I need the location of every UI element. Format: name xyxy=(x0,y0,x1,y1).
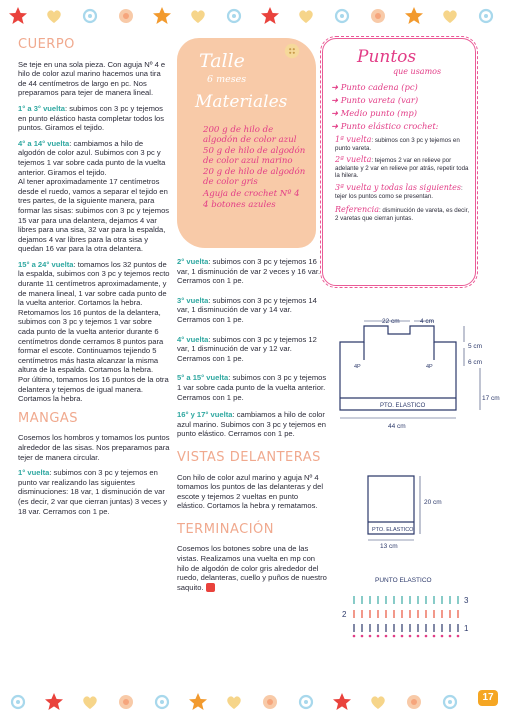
star-icon xyxy=(44,692,64,712)
material-item: 50 g de hilo de algodón de color azul marino xyxy=(203,146,306,166)
cuerpo-step-2 xyxy=(18,139,170,177)
step-label: 15° a 24° vuelta xyxy=(18,259,74,269)
material-item: 20 g de hilo de algodón de color gris xyxy=(203,167,306,187)
flower-icon xyxy=(116,6,136,26)
puntos-card xyxy=(322,38,476,286)
material-item: 4 botones azules xyxy=(203,200,276,211)
vuelta-text: : tejer los puntos como se presentan. xyxy=(335,184,463,200)
punto-item: ➜ Punto vareta (var) xyxy=(331,95,419,105)
material-item: 200 g de hilo de algodón de color azul xyxy=(203,125,297,145)
step-text: : subimos con 3 pc y tejemos en punto var realizando las siguientes disminuciones: 18 var, 1 disminución de var (es decir, 2 var que cierran juntas) 3 veces y 18 var. Cerramos con 1 pe. xyxy=(18,468,167,516)
step-text: : subimos con 3 pc y tejemos 16 var, 1 disminución de var 2 veces y 16 var. Cerramos con 1 pe. xyxy=(177,257,321,286)
step-label: 2° vuelta xyxy=(177,257,209,266)
vuelta-label: 2ª vuelta xyxy=(335,155,372,165)
mangas-title: MANGAS xyxy=(18,410,79,426)
terminacion-body: Cosemos los botones sobre una de las vistas. Realizamos una vuelta en mp con hilo de algodón de color gris alrededor del ruedo, delanteras, cuello y puños de nuestro saquito. xyxy=(177,544,327,592)
step-text: : tomamos los 32 puntos de la espalda, subimos con 3 pc y tejemos recto durante 11 centímetros aproximadamente, y de manera lineal, 1 var sobre cada punto de la vuelta anterior. Cortamos la hebra. xyxy=(18,259,170,308)
heart-icon xyxy=(296,6,316,26)
talle-card xyxy=(177,38,316,248)
puntos-title: Puntos xyxy=(357,47,417,67)
punto-item: ➜ Punto cadena (pc) xyxy=(331,82,418,92)
referencia-label: Referencia xyxy=(335,205,379,215)
punto-item: ➜ Medio punto (mp) xyxy=(331,108,418,118)
step-label: 3° vuelta xyxy=(177,295,209,305)
bottom-border xyxy=(0,690,510,716)
punto-item: ➜ Punto elástico crochet: xyxy=(331,121,439,131)
manga-step-2 xyxy=(177,257,327,286)
step-label: 4° a 14° vuelta xyxy=(18,138,70,148)
sleeve-pto-elastico: PTO. ELASTICO xyxy=(372,527,414,533)
measure-17cm: 17 cm xyxy=(482,395,500,402)
material-item: Aguja de crochet Nº 4 xyxy=(203,188,300,199)
middle-column xyxy=(177,257,327,598)
punto-item-label: Medio punto (mp) xyxy=(340,108,418,118)
pto-elastico-label: PTO. ELASTICO xyxy=(380,403,426,409)
star-face-icon xyxy=(404,6,424,26)
row-3-label: 3 xyxy=(464,596,469,605)
star-face-icon xyxy=(188,692,208,712)
heart-icon xyxy=(44,6,64,26)
manga-step-3 xyxy=(177,296,327,325)
terminacion-title: TERMINACIÓN xyxy=(177,521,274,537)
mangas-step-1 xyxy=(18,468,170,516)
sleeve-diagram xyxy=(360,470,460,550)
puntos-list xyxy=(331,81,471,222)
heart-icon xyxy=(368,692,388,712)
heart-icon xyxy=(440,6,460,26)
end-star-icon xyxy=(206,583,215,592)
cuerpo-delantera: Retomamos los 16 puntos de la delantera, subimos con 3 pc y tejemos 1 var sobre cada punto de la vuelta anterior durante 6 centímetros donde cerramos 8 puntos para formar el escote. Continuamos tejiendo 5 centímetros más hasta alcanzar la misma altura de la espalda. Cortamos la hebra. xyxy=(18,307,164,375)
vuelta-label: 1ª vuelta xyxy=(335,135,372,144)
materiales-list xyxy=(203,126,309,213)
manga-step-6 xyxy=(177,410,327,439)
flower-icon xyxy=(368,6,388,26)
step-text: : subimos con 3 pc y tejemos 12 var, 1 disminución de var y 12 var. Cerramos con 1 pe. xyxy=(177,334,317,363)
left-column xyxy=(18,37,170,522)
vuelta-3 xyxy=(331,184,471,200)
cuerpo-intro: Se teje en una sola pieza. Con aguja Nº 4 e hilo de color azul marino hacemos una tira de 44 centímetros de largo en pc. Nos preparamos para tejer de manera lineal. xyxy=(18,59,166,98)
pacifier-icon xyxy=(80,6,100,26)
step-text: : subimos con 3 pc y tejemos en punto elástico hasta completar todos los puntos. Giramos el tejido. xyxy=(18,103,165,133)
measure-44cm: 44 cm xyxy=(388,423,406,430)
manga-step-4 xyxy=(177,335,327,364)
terminacion-text xyxy=(177,544,327,592)
step-label: 1° a 3° vuelta xyxy=(18,103,66,113)
flower-icon xyxy=(404,692,424,712)
row-1-label: 1 xyxy=(464,624,469,633)
materiales-title: Materiales xyxy=(195,92,288,112)
star-icon xyxy=(332,692,352,712)
vistas-text: Con hilo de color azul marino y aguja Nº 4 tomamos los puntos de las delanteras y del escote y tejemos 2 vueltas en punto elástico. Cortamos la hebra y rematamos. xyxy=(177,472,324,511)
pacifier-icon xyxy=(224,6,244,26)
pacifier-icon xyxy=(152,692,172,712)
cuerpo-title: CUERPO xyxy=(18,37,75,52)
manga-step-5 xyxy=(177,373,327,402)
punto-item-label: Punto cadena (pc) xyxy=(340,82,418,92)
label-4p-right: 4P xyxy=(426,364,433,370)
heart-icon xyxy=(188,6,208,26)
punto-item-label: Punto elástico crochet: xyxy=(340,121,439,131)
star-icon xyxy=(260,6,280,26)
cuerpo-sisas: Al tener aproximadamente 17 centímetros desde el ruedo, vamos a separar el tejido en tres partes, de la siguiente manera, para formar las sisas: subimos con 3 pc y tejemos 15 var para una delantera, dejamos 4 var libres para una sisa, 32 var para la espalda, dejamos 4 var libres para la otra sisa y quedan 16 var para la otra delantera. xyxy=(18,177,170,254)
step-label: 5° a 15° vuelta xyxy=(177,373,229,383)
flower-icon xyxy=(116,692,136,712)
vistas-title: VISTAS DELANTERAS xyxy=(177,449,321,465)
punto-item-label: Punto vareta (var) xyxy=(340,95,419,105)
punto-elastico-chart xyxy=(340,586,480,642)
vuelta-label: 3ª vuelta y todas las siguientes xyxy=(335,182,461,192)
vuelta-1 xyxy=(331,136,471,152)
talle-value: 6 meses xyxy=(207,74,247,85)
pacifier-icon xyxy=(296,692,316,712)
body-diagram xyxy=(330,318,500,444)
measure-20cm: 20 cm xyxy=(424,499,442,506)
vuelta-text: : subimos con 3 pc y tejemos en punto vareta. xyxy=(335,137,460,152)
vuelta-text: : tejemos 2 var en relieve por adelante y 2 var en relieve por atrás, repetir toda la hilera. xyxy=(335,157,469,180)
pacifier-icon xyxy=(332,6,352,26)
button-icon xyxy=(283,42,301,60)
referencia xyxy=(331,206,471,222)
measure-6cm: 6 cm xyxy=(468,359,483,366)
cuerpo-otra-delantera: Por último, tomamos los 16 puntos de la otra delantera y tejemos de igual manera. Cortamos la hebra. xyxy=(18,375,169,404)
pacifier-icon xyxy=(440,692,460,712)
measure-5cm: 5 cm xyxy=(468,343,483,350)
top-border xyxy=(0,4,510,30)
row-2-label: 2 xyxy=(342,610,347,619)
punto-elastico-title: PUNTO ELASTICO xyxy=(375,577,432,584)
cuerpo-step-1 xyxy=(18,104,170,133)
label-4p-left: 4P xyxy=(354,364,361,370)
measure-13cm: 13 cm xyxy=(380,543,398,550)
heart-icon xyxy=(224,692,244,712)
page-number: 17 xyxy=(478,690,498,706)
pacifier-icon xyxy=(476,6,496,26)
step-text: : cambiamos a hilo de algodón de color azul. Subimos con 3 pc y tejemos 1 var sobre cada punto de la vuelta anterior. Giramos el tejido. xyxy=(18,138,166,177)
star-icon xyxy=(8,6,28,26)
flower-icon xyxy=(260,692,280,712)
step-label: 16° y 17° vuelta xyxy=(177,410,233,420)
vuelta-2 xyxy=(331,156,471,180)
talle-title: Talle xyxy=(199,50,245,72)
step-text: : cambiamos a hilo de color azul marino. Subimos con 3 pc y tejemos en punto elástico. Cerramos con 1 pe. xyxy=(177,410,326,439)
referencia-text: : disminución de vareta, es decir, 2 varetas que cierran juntas. xyxy=(335,207,470,222)
star-face-icon xyxy=(152,6,172,26)
cuerpo-step-3 xyxy=(18,260,170,308)
measure-4cm: 4 cm xyxy=(420,318,435,325)
puntos-subtitle: que usamos xyxy=(393,67,442,76)
mangas-intro: Cosemos los hombros y tomamos los puntos alrededor de las sisas. Nos preparamos para tejer de manera circular. xyxy=(18,433,170,462)
heart-icon xyxy=(80,692,100,712)
step-label: 4° vuelta xyxy=(177,334,209,344)
measure-22cm: 22 cm xyxy=(382,318,400,325)
pacifier-icon xyxy=(8,692,28,712)
step-text: : subimos con 3 pc y tejemos 1 var sobre cada punto de la vuelta anterior. Cerramos con 1 pe. xyxy=(177,373,327,402)
step-text: : subimos con 3 pc y tejemos 14 var, 1 disminución de var y 14 var. Cerramos con 1 pe. xyxy=(177,295,317,324)
step-label: 1° vuelta xyxy=(18,468,50,478)
